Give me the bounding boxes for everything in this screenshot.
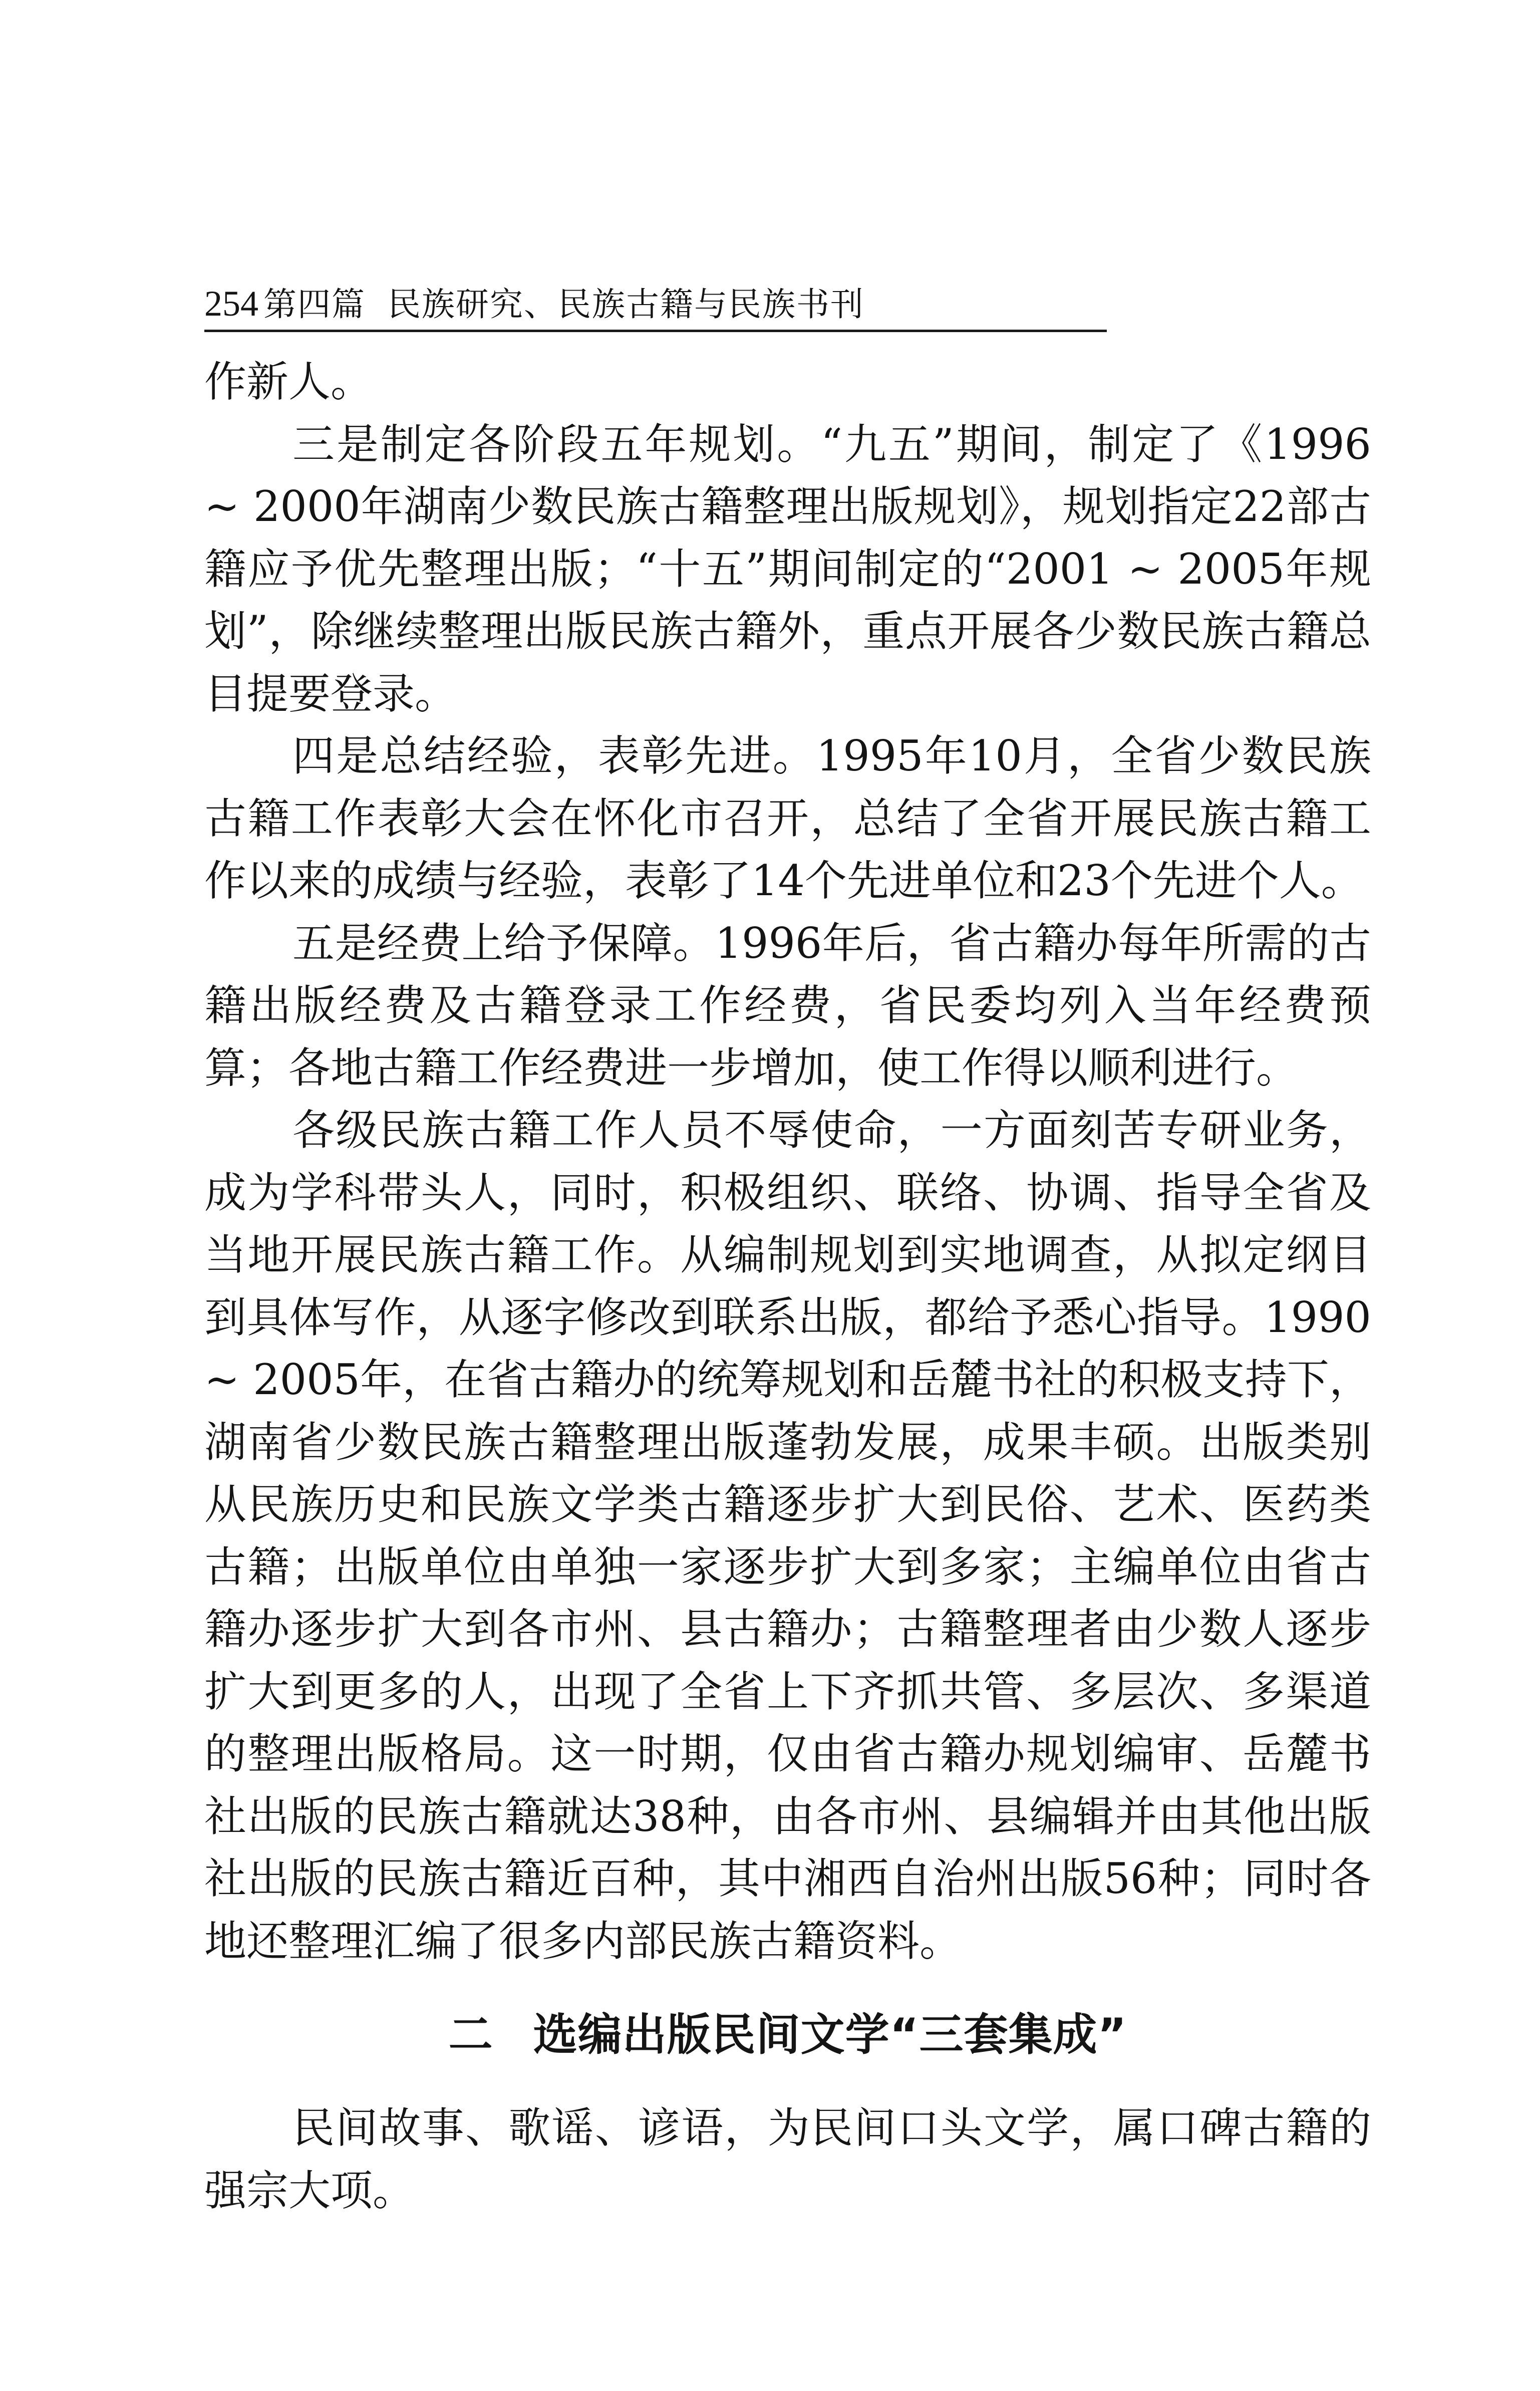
paragraph: 五是经费上给予保障。1996年后，省古籍办每年所需的古籍出版经费及古籍登录工作经费，省民委均列入当年经费预算；各地古籍工作经费进一步增加，使工作得以顺利进行。 — [204, 918, 1371, 1093]
running-head — [204, 279, 1106, 329]
paragraph: 各级民族古籍工作人员不辱使命，一方面刻苦专研业务，成为学科带头人，同时，积极组织、联络、协调、指导全省及当地开展民族古籍工作。从编制规划到实地调查，从拟定纲目到具体写作，从逐字修改到联系出版，都给予悉心指导。1990 ~ 2005年，在省古籍办的统筹规划和岳麓书社的积极支持下，湖南省少数民族古籍整理出版蓬勃发展，成果丰硕。出版类别从民族历史和民族文学类古籍逐步扩大到民俗、艺术、医药类古籍；出版单位由单独一家逐步扩大到多家；主编单位由省古籍办逐步扩大到各市州、县古籍办；古籍整理者由少数人逐步扩大到更多的人，出现了全省上下齐抓共管、多层次、多渠道的整理出版格局。这一时期，仅由省古籍办规划编审、岳麓书社出版的民族古籍就达38种，由各市州、县编辑并由其他出版社出版的民族古籍近百种，其中湘西自治州出版56种；同时各地还整理汇编了很多内部民族古籍资料。 — [204, 1106, 1371, 1966]
header-rule — [204, 330, 1107, 332]
chapter-title: 民族研究、民族古籍与民族书刊 — [388, 285, 864, 324]
section-number: 二 — [448, 2009, 493, 2060]
paragraph: 民间故事、歌谣、谚语，为民间口头文学，属口碑古籍的强宗大项。 — [204, 2103, 1371, 2215]
body-text — [204, 351, 1371, 2222]
section-title: 选编出版民间文学“三套集成” — [533, 2009, 1127, 2060]
paragraph: 四是总结经验，表彰先进。1995年10月，全省少数民族古籍工作表彰大会在怀化市召开，总结了全省开展民族古籍工作以来的成绩与经验，表彰了14个先进单位和23个先进个人。 — [204, 731, 1371, 905]
page-number: 254 — [204, 284, 258, 324]
paragraph: 三是制定各阶段五年规划。“九五”期间，制定了《1996 ~ 2000年湖南少数民族古籍整理出版规划》，规划指定22部古籍应予优先整理出版；“十五”期间制定的“2001 ~ 2005年规划”，除继续整理出版民族古籍外，重点开展各少数民族古籍总目提要登录。 — [204, 419, 1371, 718]
paragraph: 作新人。 — [204, 357, 373, 406]
section-heading — [204, 1972, 1371, 2097]
part-title: 第四篇 — [263, 285, 366, 324]
